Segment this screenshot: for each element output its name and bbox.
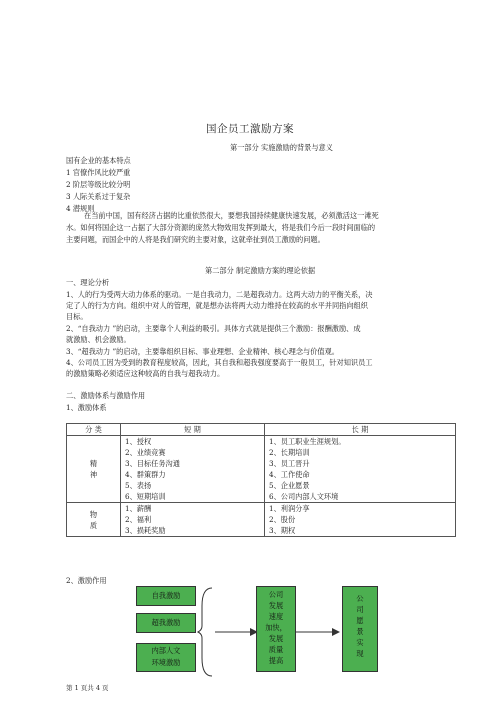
document-title: 国企员工激励方案 — [206, 123, 294, 135]
superego-incentive-box — [136, 613, 196, 633]
box-label: 自我激励 — [151, 591, 181, 600]
theory-line: 4、公司员工因为受到的教育程度较高，因此，其自我和超我强度要高于一般员工，针对知识员工 — [66, 358, 373, 367]
box-line: 速度 — [268, 612, 284, 621]
list-item: 2、业绩竞赛 — [125, 448, 166, 457]
part2-title: 第二部分 制定激励方案的理论依据 — [205, 266, 316, 275]
development-box — [256, 586, 296, 672]
system-sub-heading: 1、激励体系 — [66, 403, 107, 412]
page-footer: 第 1 页共 4 页 — [66, 684, 109, 692]
theory-line: 定了人的行为方向。组织中对人的管理，就是想办法将两大动力维持在较高的水平并同指向组织 — [66, 301, 368, 310]
table-header-long: 长 期 — [265, 424, 456, 436]
list-item: 3、损耗奖励 — [125, 526, 166, 535]
box-line: 发展 — [268, 634, 284, 643]
part1-title: 第一部分 实施激励的背景与意义 — [230, 143, 333, 152]
theory-line: 2、“自我动力 ”的启动，主要靠个人利益的吸引。具体方式就是提供三个激励：报酬激励、成 — [66, 324, 361, 333]
feature-item: 3 人际关系过于复杂 — [66, 192, 131, 201]
list-item: 1、利润分享 — [269, 504, 310, 513]
box-line: 愿 — [356, 616, 364, 625]
row-label-material — [67, 503, 121, 537]
theory-line: 的激励策略必须适应这种较高的自我与超我动力。 — [66, 369, 225, 378]
box-label: 内部人文 环境激励 — [151, 646, 181, 667]
theory-line: 目标。 — [66, 312, 88, 321]
feature-item: 4 潜规则 — [66, 204, 95, 213]
box-line: 公 — [356, 594, 364, 603]
system-sub-heading: 2、激励作用 — [66, 576, 107, 585]
box-line: 加快， — [265, 623, 287, 632]
feature-item: 2 阶层等级比较分明 — [66, 180, 131, 189]
theory-heading: 一、理论分析 — [66, 278, 110, 287]
list-item: 2、福利 — [125, 515, 152, 524]
theory-line: 就激励、机会激励。 — [66, 335, 131, 344]
self-incentive-box — [136, 586, 196, 606]
box-line: 公司 — [268, 590, 284, 599]
list-item: 3、目标任务沟通 — [125, 459, 180, 468]
theory-line: 1、人的行为受两大动力体系的驱动。一是自我动力，二是超我动力。这两大动力的平衡关系，决 — [66, 290, 373, 299]
box-line: 司 — [356, 605, 364, 614]
features-heading: 国有企业的基本特点 — [66, 156, 131, 165]
material-long-cell — [265, 503, 456, 537]
spirit-long-cell — [265, 436, 456, 503]
culture-incentive-box — [136, 643, 196, 672]
box-label: 超我激励 — [151, 618, 181, 627]
list-item: 4、工作使命 — [269, 470, 310, 479]
arrow-head-icon — [332, 628, 340, 636]
list-item: 2、长期培训 — [269, 448, 310, 457]
list-item: 6、公司内部人文环境 — [269, 492, 339, 501]
box-line: 现 — [356, 649, 364, 658]
intro-line: 主要问题，而国企中的人将是我们研究的主要对象，这就牵扯到员工激励的问题。 — [66, 235, 325, 244]
list-item: 1、薪酬 — [125, 504, 152, 513]
box-line: 发展 — [268, 601, 284, 610]
spirit-short-cell — [121, 436, 265, 503]
table-header-short: 短 期 — [121, 424, 265, 436]
box-line: 实 — [356, 638, 364, 647]
list-item: 4、群策群力 — [125, 470, 166, 479]
list-item: 5、企业愿景 — [269, 481, 310, 490]
row-label-text: 物 质 — [89, 509, 98, 530]
material-short-cell — [121, 503, 265, 537]
list-item: 6、短期培训 — [125, 492, 166, 501]
vision-box — [342, 586, 378, 672]
intro-line: 在当前中国，国有经济占据的比重依然很大，要想我国持续健康快速发展，必须激活这一滩死 — [84, 211, 379, 220]
box-line: 景 — [356, 627, 364, 636]
box-line: 提高 — [268, 656, 284, 665]
list-item: 2、股份 — [269, 515, 296, 524]
list-item: 1、授权 — [125, 437, 152, 446]
intro-line: 水。如何将国企这一占据了大部分资源的庞然大物效用发挥到最大，将是我们今后一段时间面临的 — [66, 223, 376, 232]
incentive-table — [66, 423, 456, 537]
brace-icon — [198, 588, 212, 676]
feature-item: 1 官僚作风比较严重 — [66, 168, 131, 177]
list-item: 1、员工职业生涯规划。 — [269, 437, 346, 446]
list-item: 3、员工晋升 — [269, 459, 310, 468]
row-label-spirit — [67, 436, 121, 503]
box-line: 质量 — [268, 645, 284, 654]
theory-line: 3、“超我动力 ”的启动，主要靠组织目标、事业理想、企业精神、核心理念与价值观。 — [66, 347, 339, 356]
list-item: 5、表扬 — [125, 481, 152, 490]
table-header-category: 分 类 — [67, 424, 121, 436]
list-item: 3、期权 — [269, 526, 296, 535]
system-heading: 二、激励体系与激励作用 — [66, 391, 146, 400]
row-label-text: 精 神 — [89, 459, 98, 479]
